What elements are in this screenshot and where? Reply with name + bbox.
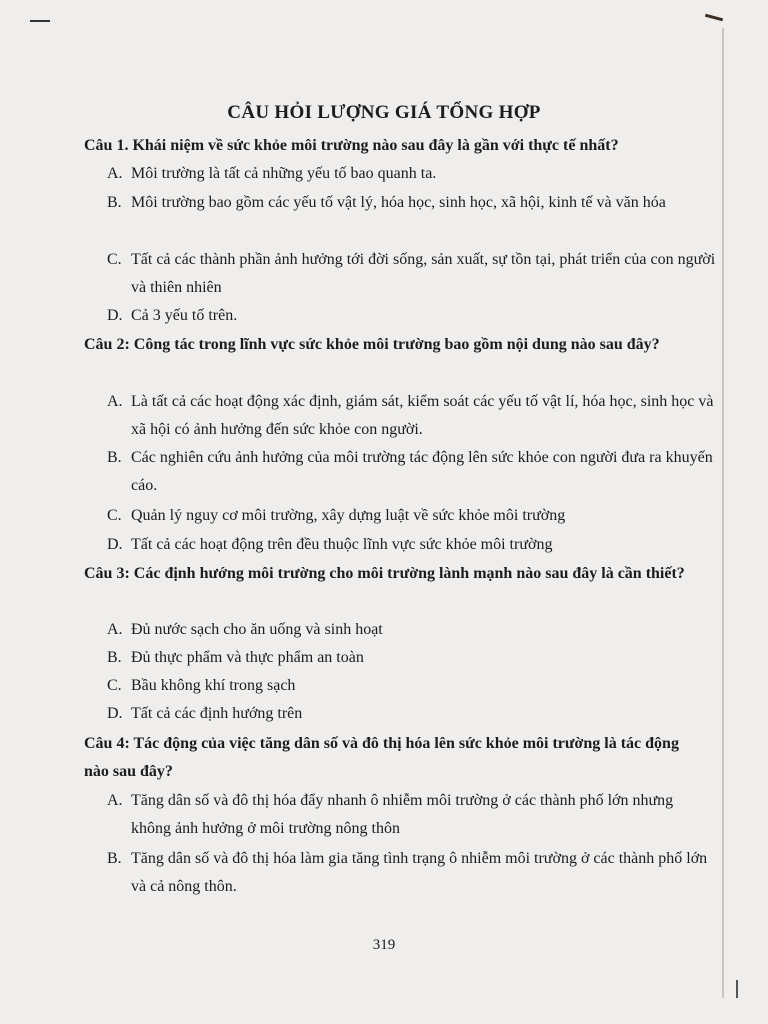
question-3-option-a <box>107 616 716 644</box>
option-text: Môi trường bao gồm các yếu tố vật lý, hóa học, sinh học, xã hội, kinh tế và văn hóa <box>131 194 666 211</box>
question-4: Câu 4: Tác động của việc tăng dân số và đô thị hóa lên sức khỏe môi trường là tác động nào sau đây? <box>84 735 679 780</box>
question-2-option-a <box>107 388 716 444</box>
option-letter: C. <box>107 507 122 524</box>
option-text: Các nghiên cứu ảnh hưởng của môi trường tác động lên sức khỏe con người đưa ra khuyến cáo. <box>131 449 713 494</box>
scan-corner-mark <box>705 14 723 22</box>
question-3-option-d <box>107 700 716 728</box>
question-2: Câu 2: Công tác trong lĩnh vực sức khỏe môi trường bao gồm nội dung nào sau đây? <box>84 336 660 353</box>
question-4-option-b <box>107 845 716 901</box>
option-text: Là tất cả các hoạt động xác định, giám sát, kiểm soát các yếu tố vật lí, hóa học, sinh học và xã hội có ảnh hưởng đến sức khỏe con người. <box>131 393 714 438</box>
question-1-option-d <box>107 302 716 330</box>
question-1: Câu 1. Khái niệm về sức khỏe môi trường nào sau đây là gần với thực tế nhất? <box>84 137 619 154</box>
question-3: Câu 3: Các định hướng môi trường cho môi trường lành mạnh nào sau đây là cần thiết? <box>84 565 685 582</box>
option-letter: D. <box>107 705 123 722</box>
option-text: Đủ nước sạch cho ăn uống và sinh hoạt <box>131 621 383 638</box>
question-1-option-a <box>107 160 716 188</box>
question-2-option-b <box>107 444 716 500</box>
option-letter: C. <box>107 677 122 694</box>
option-letter: B. <box>107 850 122 867</box>
option-text: Bầu không khí trong sạch <box>131 677 296 694</box>
scan-corner-mark <box>736 980 738 998</box>
option-letter: C. <box>107 251 122 268</box>
question-4-option-a <box>107 787 716 843</box>
option-letter: B. <box>107 449 122 466</box>
question-2-option-d <box>107 531 716 559</box>
option-text: Tăng dân số và đô thị hóa làm gia tăng tình trạng ô nhiễm môi trường ở các thành phố lớn và cả nông thôn. <box>131 850 708 895</box>
option-letter: B. <box>107 194 122 211</box>
option-text: Cả 3 yếu tố trên. <box>131 307 238 324</box>
scan-corner-mark <box>30 20 50 22</box>
option-text: Tất cả các thành phần ảnh hưởng tới đời sống, sản xuất, sự tồn tại, phát triển của con người và thiên nhiên <box>131 251 716 296</box>
page-edge-shadow <box>722 28 724 998</box>
option-text: Đủ thực phẩm và thực phẩm an toàn <box>131 649 364 666</box>
question-1-option-c <box>107 246 716 302</box>
question-3-option-b <box>107 644 716 672</box>
option-text: Tất cả các định hướng trên <box>131 705 303 722</box>
page-title: CÂU HỎI LƯỢNG GIÁ TỔNG HỢP <box>227 102 541 123</box>
question-2-option-c <box>107 502 716 530</box>
option-letter: B. <box>107 649 122 666</box>
option-letter: D. <box>107 307 123 324</box>
option-letter: A. <box>107 792 123 809</box>
option-letter: A. <box>107 393 123 410</box>
option-text: Tất cả các hoạt động trên đều thuộc lĩnh vực sức khỏe môi trường <box>131 536 553 553</box>
question-3-option-c <box>107 672 716 700</box>
option-letter: A. <box>107 165 123 182</box>
option-text: Tăng dân số và đô thị hóa đẩy nhanh ô nhiễm môi trường ở các thành phố lớn nhưng không ảnh hưởng ở môi trường nông thôn <box>131 792 674 837</box>
option-text: Môi trường là tất cả những yếu tố bao quanh ta. <box>131 165 437 182</box>
option-text: Quản lý nguy cơ môi trường, xây dựng luật về sức khỏe môi trường <box>131 507 566 524</box>
page-number: 319 <box>372 937 396 953</box>
option-letter: D. <box>107 536 123 553</box>
question-1-option-b <box>107 189 716 217</box>
option-letter: A. <box>107 621 123 638</box>
